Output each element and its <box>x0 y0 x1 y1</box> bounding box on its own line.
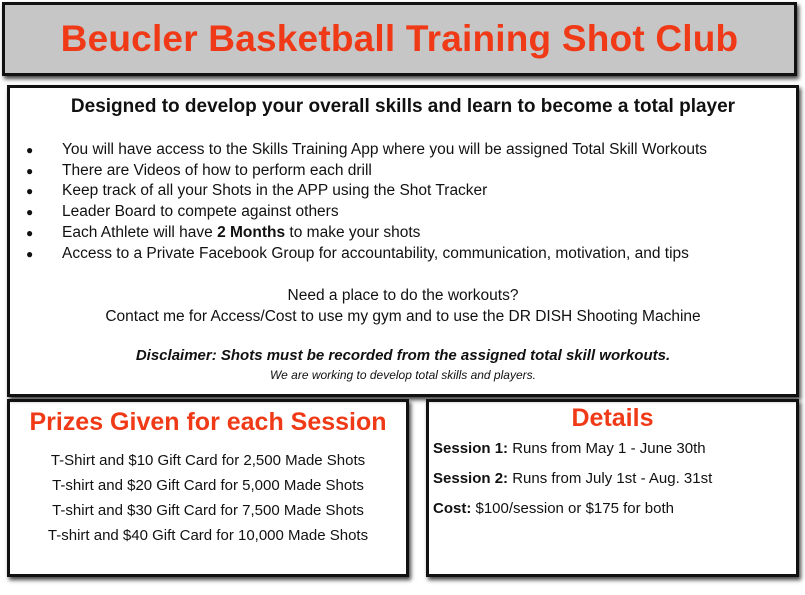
session-2-value: Runs from July 1st - Aug. 31st <box>508 470 713 487</box>
feature-text: You will have access to the Skills Training App where you will be assigned Total Skill Workouts <box>62 141 708 158</box>
bullet-icon: ● <box>26 163 34 178</box>
list-item <box>10 223 796 244</box>
workout-location-section <box>10 285 796 327</box>
list-item <box>10 140 796 161</box>
list-item: T-shirt and $30 Gift Card for 7,500 Made Shots <box>52 502 364 519</box>
feature-text: There are Videos of how to perform each drill <box>62 161 372 179</box>
details-heading: Details <box>571 404 654 432</box>
workout-contact: Contact me for Access/Cost to use my gym and to use the DR DISH Shooting Machine <box>105 308 701 325</box>
session-2-row <box>433 470 712 487</box>
prizes-panel <box>7 399 409 577</box>
list-item <box>10 244 796 265</box>
cost-value: $100/session or $175 for both <box>471 500 674 517</box>
workout-question: Need a place to do the workouts? <box>287 287 519 304</box>
program-overview-panel <box>7 85 799 397</box>
feature-text: Access to a Private Facebook Group for accountability, communication, motivation, and tips <box>62 244 689 262</box>
feature-text-pre: Each Athlete will have <box>62 223 218 241</box>
feature-text: Leader Board to compete against others <box>62 203 339 221</box>
list-item: T-shirt and $20 Gift Card for 5,000 Made Shots <box>52 477 364 494</box>
list-item: T-shirt and $40 Gift Card for 10,000 Made Shots <box>47 527 369 544</box>
bullet-icon: ● <box>26 225 34 240</box>
list-item <box>10 161 796 182</box>
bullet-icon: ● <box>26 184 34 199</box>
page-title: Beucler Basketball Training Shot Club <box>60 18 739 59</box>
disclaimer: Disclaimer: Shots must be recorded from the assigned total skill workouts. <box>135 347 671 364</box>
list-item <box>10 181 796 202</box>
feature-text-post: to make your shots <box>285 223 421 241</box>
prize-list <box>10 448 406 548</box>
cost-label: Cost: <box>433 500 472 517</box>
overview-heading: Designed to develop your overall skills and learn to become a total player <box>70 96 736 117</box>
bullet-icon: ● <box>26 143 34 157</box>
title-banner <box>2 2 797 76</box>
bullet-icon: ● <box>26 246 34 261</box>
list-item: T-Shirt and $10 Gift Card for 2,500 Made Shots <box>50 452 366 469</box>
session-1-value: Runs from May 1 - June 30th <box>508 440 706 457</box>
list-item <box>10 202 796 223</box>
bullet-icon: ● <box>26 205 34 220</box>
disclaimer-subtext: We are working to develop total skills and players. <box>270 368 536 382</box>
cost-row <box>433 500 674 517</box>
feature-text: Keep track of all your Shots in the APP using the Shot Tracker <box>62 182 488 200</box>
feature-text-bold: 2 Months <box>217 223 286 241</box>
session-1-label: Session 1: <box>433 440 509 457</box>
prizes-heading: Prizes Given for each Session <box>29 408 387 436</box>
details-panel <box>426 399 799 577</box>
session-2-label: Session 2: <box>433 470 509 487</box>
features-list <box>10 140 796 264</box>
session-1-row <box>433 440 706 457</box>
